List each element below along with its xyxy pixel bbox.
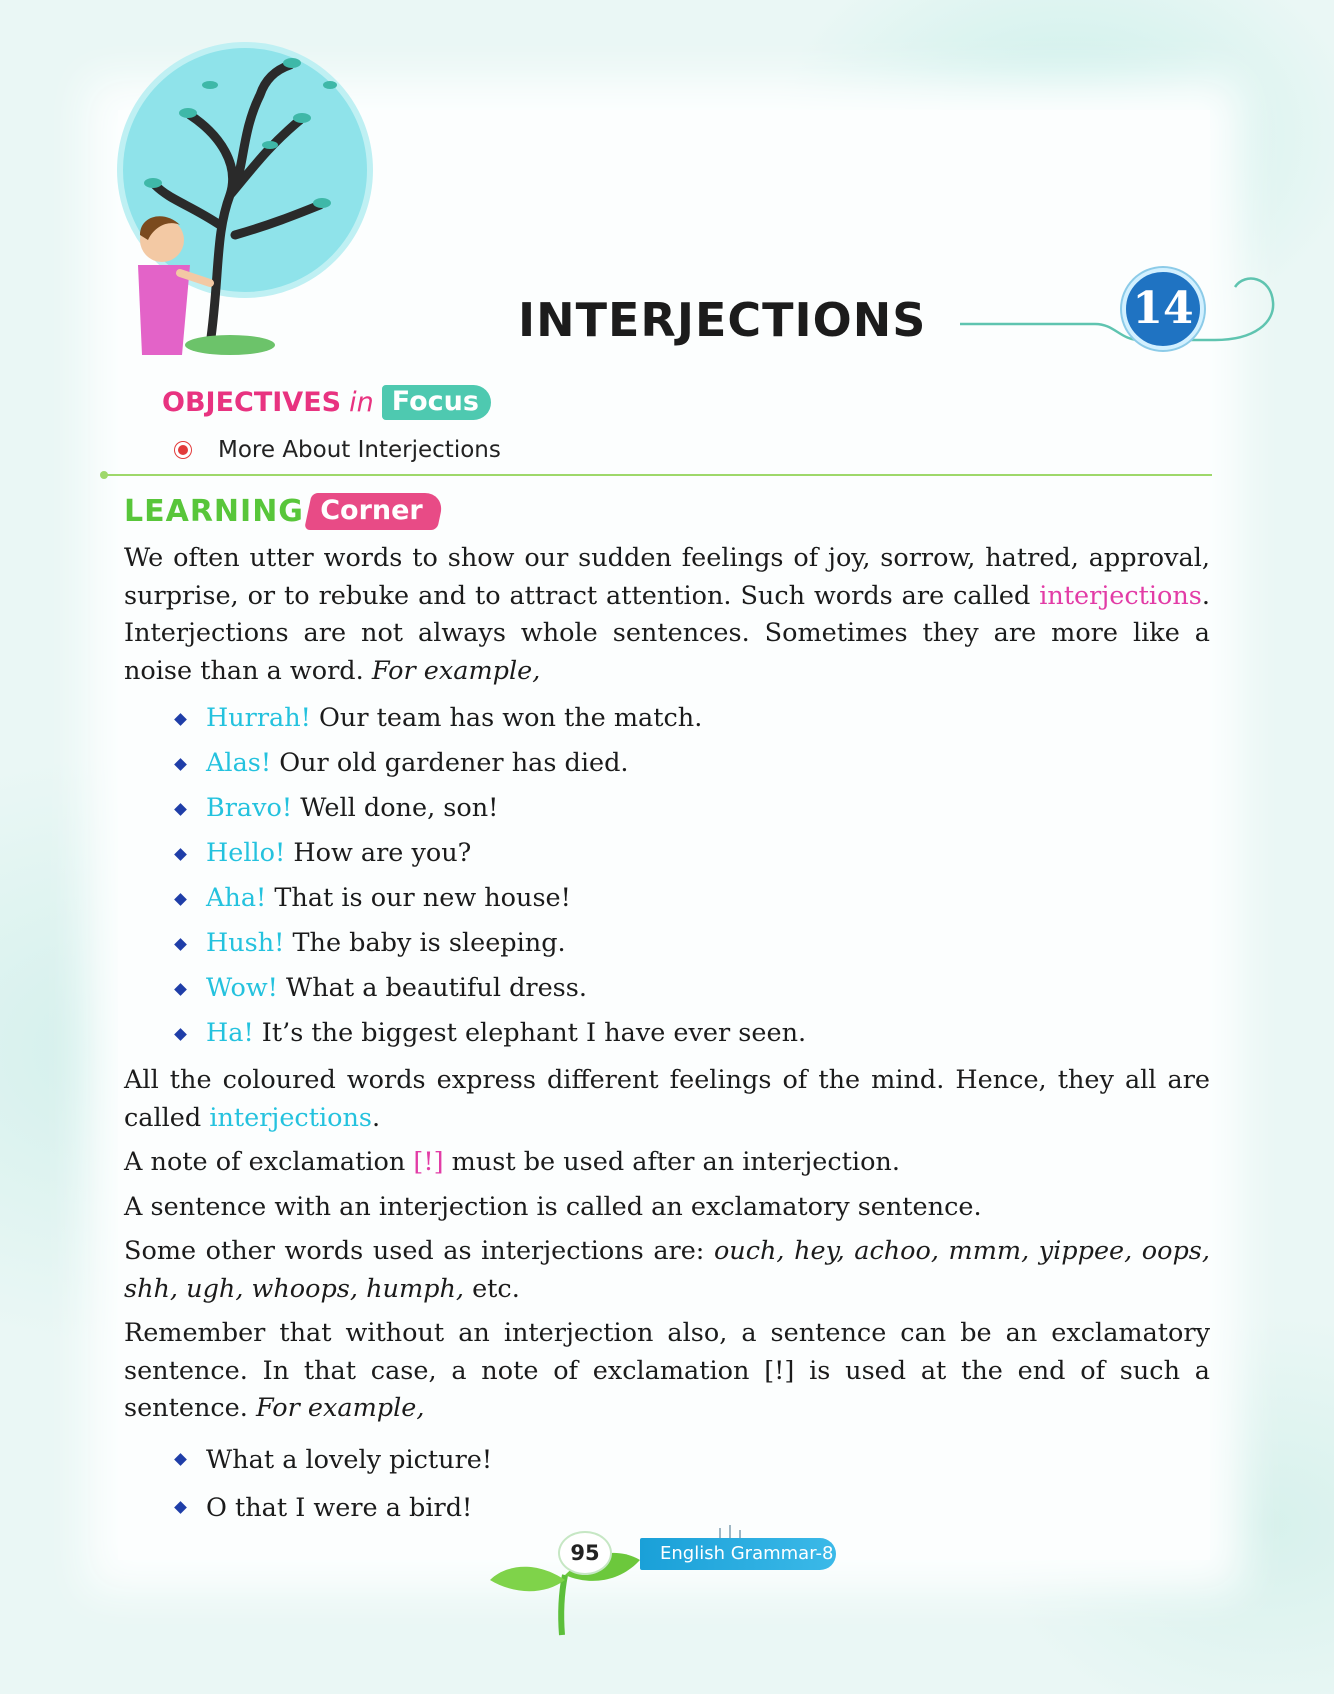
intro-keyword: interjections — [1039, 580, 1202, 611]
list-item — [172, 921, 1210, 966]
section-divider — [104, 474, 1212, 476]
list-item — [172, 1011, 1210, 1056]
objective-item — [178, 437, 501, 463]
interjection-word: Hurrah! — [206, 703, 311, 733]
intro-paragraph — [124, 540, 1210, 690]
interjection-word: Ha! — [206, 1018, 254, 1048]
objectives-heading-word-3: Focus — [382, 385, 491, 420]
other-words-list: ouch, hey, achoo, mmm, yippee, oops, shh, ugh, whoops, humph, — [124, 1236, 1210, 1304]
example-text: The baby is sleeping. — [284, 928, 566, 958]
list-item — [172, 966, 1210, 1011]
list-item: What a lovely picture! — [172, 1436, 1210, 1484]
example-text: It’s the biggest elephant I have ever seen. — [253, 1018, 807, 1048]
interjection-word: Bravo! — [206, 793, 293, 823]
list-item — [172, 876, 1210, 921]
interjection-word: Hello! — [206, 838, 286, 868]
exclamation-mark: [!] — [413, 1147, 444, 1177]
other-words-text-1: Some other words used as interjections are: — [124, 1236, 714, 1266]
book-title-label: English Grammar-8 — [640, 1538, 836, 1570]
objectives-heading-word-2: in — [349, 387, 374, 418]
example-text: Our team has won the match. — [310, 703, 703, 733]
remember-text: Remember that without an interjection also, a sentence can be an exclamatory sentence. In that case, a note of exclamation [!] is used at the end of such a sentence. — [124, 1318, 1210, 1423]
interjection-word: Aha! — [206, 883, 267, 913]
summary-paragraph — [124, 1062, 1210, 1137]
page-number: 95 — [558, 1531, 612, 1575]
tree-girl-illustration — [70, 25, 390, 385]
example-text: What a beautiful dress. — [277, 973, 587, 1003]
list-item — [172, 741, 1210, 786]
learning-corner-word-2: Corner — [320, 495, 423, 526]
list-item: O that I were a bird! — [172, 1484, 1210, 1532]
intro-example-label: For example, — [371, 655, 541, 686]
interjection-word: Wow! — [206, 973, 278, 1003]
summary-text-2: . — [371, 1102, 381, 1133]
example-text: Well done, son! — [292, 793, 499, 823]
objectives-heading — [162, 385, 491, 420]
learning-corner-content — [124, 540, 1210, 1538]
intro-text-1: We often utter words to show our sudden feelings of joy, sorrow, hatred, approval, surprise, or to rebuke and to attract attention. Such words are called — [124, 543, 1210, 611]
list-item — [172, 831, 1210, 876]
example-text: Our old gardener has died. — [271, 748, 629, 778]
other-words-paragraph — [124, 1233, 1210, 1308]
objective-item-text: More About Interjections — [218, 437, 501, 463]
example-text: That is our new house! — [266, 883, 571, 913]
exclamatory-examples-list — [124, 1436, 1210, 1532]
intro-text-2: . Interjections are not always whole sentences. Sometimes they are more like a noise than a word. — [124, 580, 1210, 686]
learning-corner-heading — [124, 493, 440, 530]
note-text-2: must be used after an interjection. — [443, 1147, 900, 1177]
definition-paragraph: A sentence with an interjection is called an exclamatory sentence. — [124, 1191, 982, 1222]
note-text-1: A note of exclamation — [124, 1147, 414, 1177]
chapter-number-badge: 14 — [1122, 268, 1204, 350]
objectives-heading-word-1: OBJECTIVES — [162, 387, 342, 418]
interjection-examples-list — [124, 696, 1210, 1056]
remember-example-label: For example, — [255, 1393, 425, 1423]
remember-paragraph — [124, 1315, 1210, 1428]
section-divider-dot — [100, 471, 108, 479]
chapter-title: INTERJECTIONS — [518, 293, 927, 347]
target-bullet-icon — [178, 445, 188, 455]
example-text: How are you? — [285, 838, 472, 868]
interjection-word: Alas! — [206, 748, 272, 778]
note-paragraph — [124, 1144, 1210, 1182]
learning-corner-badge — [304, 493, 444, 530]
chapter-title-ornament — [955, 252, 1285, 372]
interjection-word: Hush! — [206, 928, 285, 958]
learning-corner-word-1: LEARNING — [124, 494, 304, 529]
list-item — [172, 786, 1210, 831]
summary-keyword: interjections — [209, 1102, 372, 1133]
list-item — [172, 696, 1210, 741]
other-words-text-2: etc. — [463, 1273, 520, 1304]
summary-text-1: All the coloured words express different feelings of the mind. Hence, they all are called — [124, 1065, 1210, 1133]
